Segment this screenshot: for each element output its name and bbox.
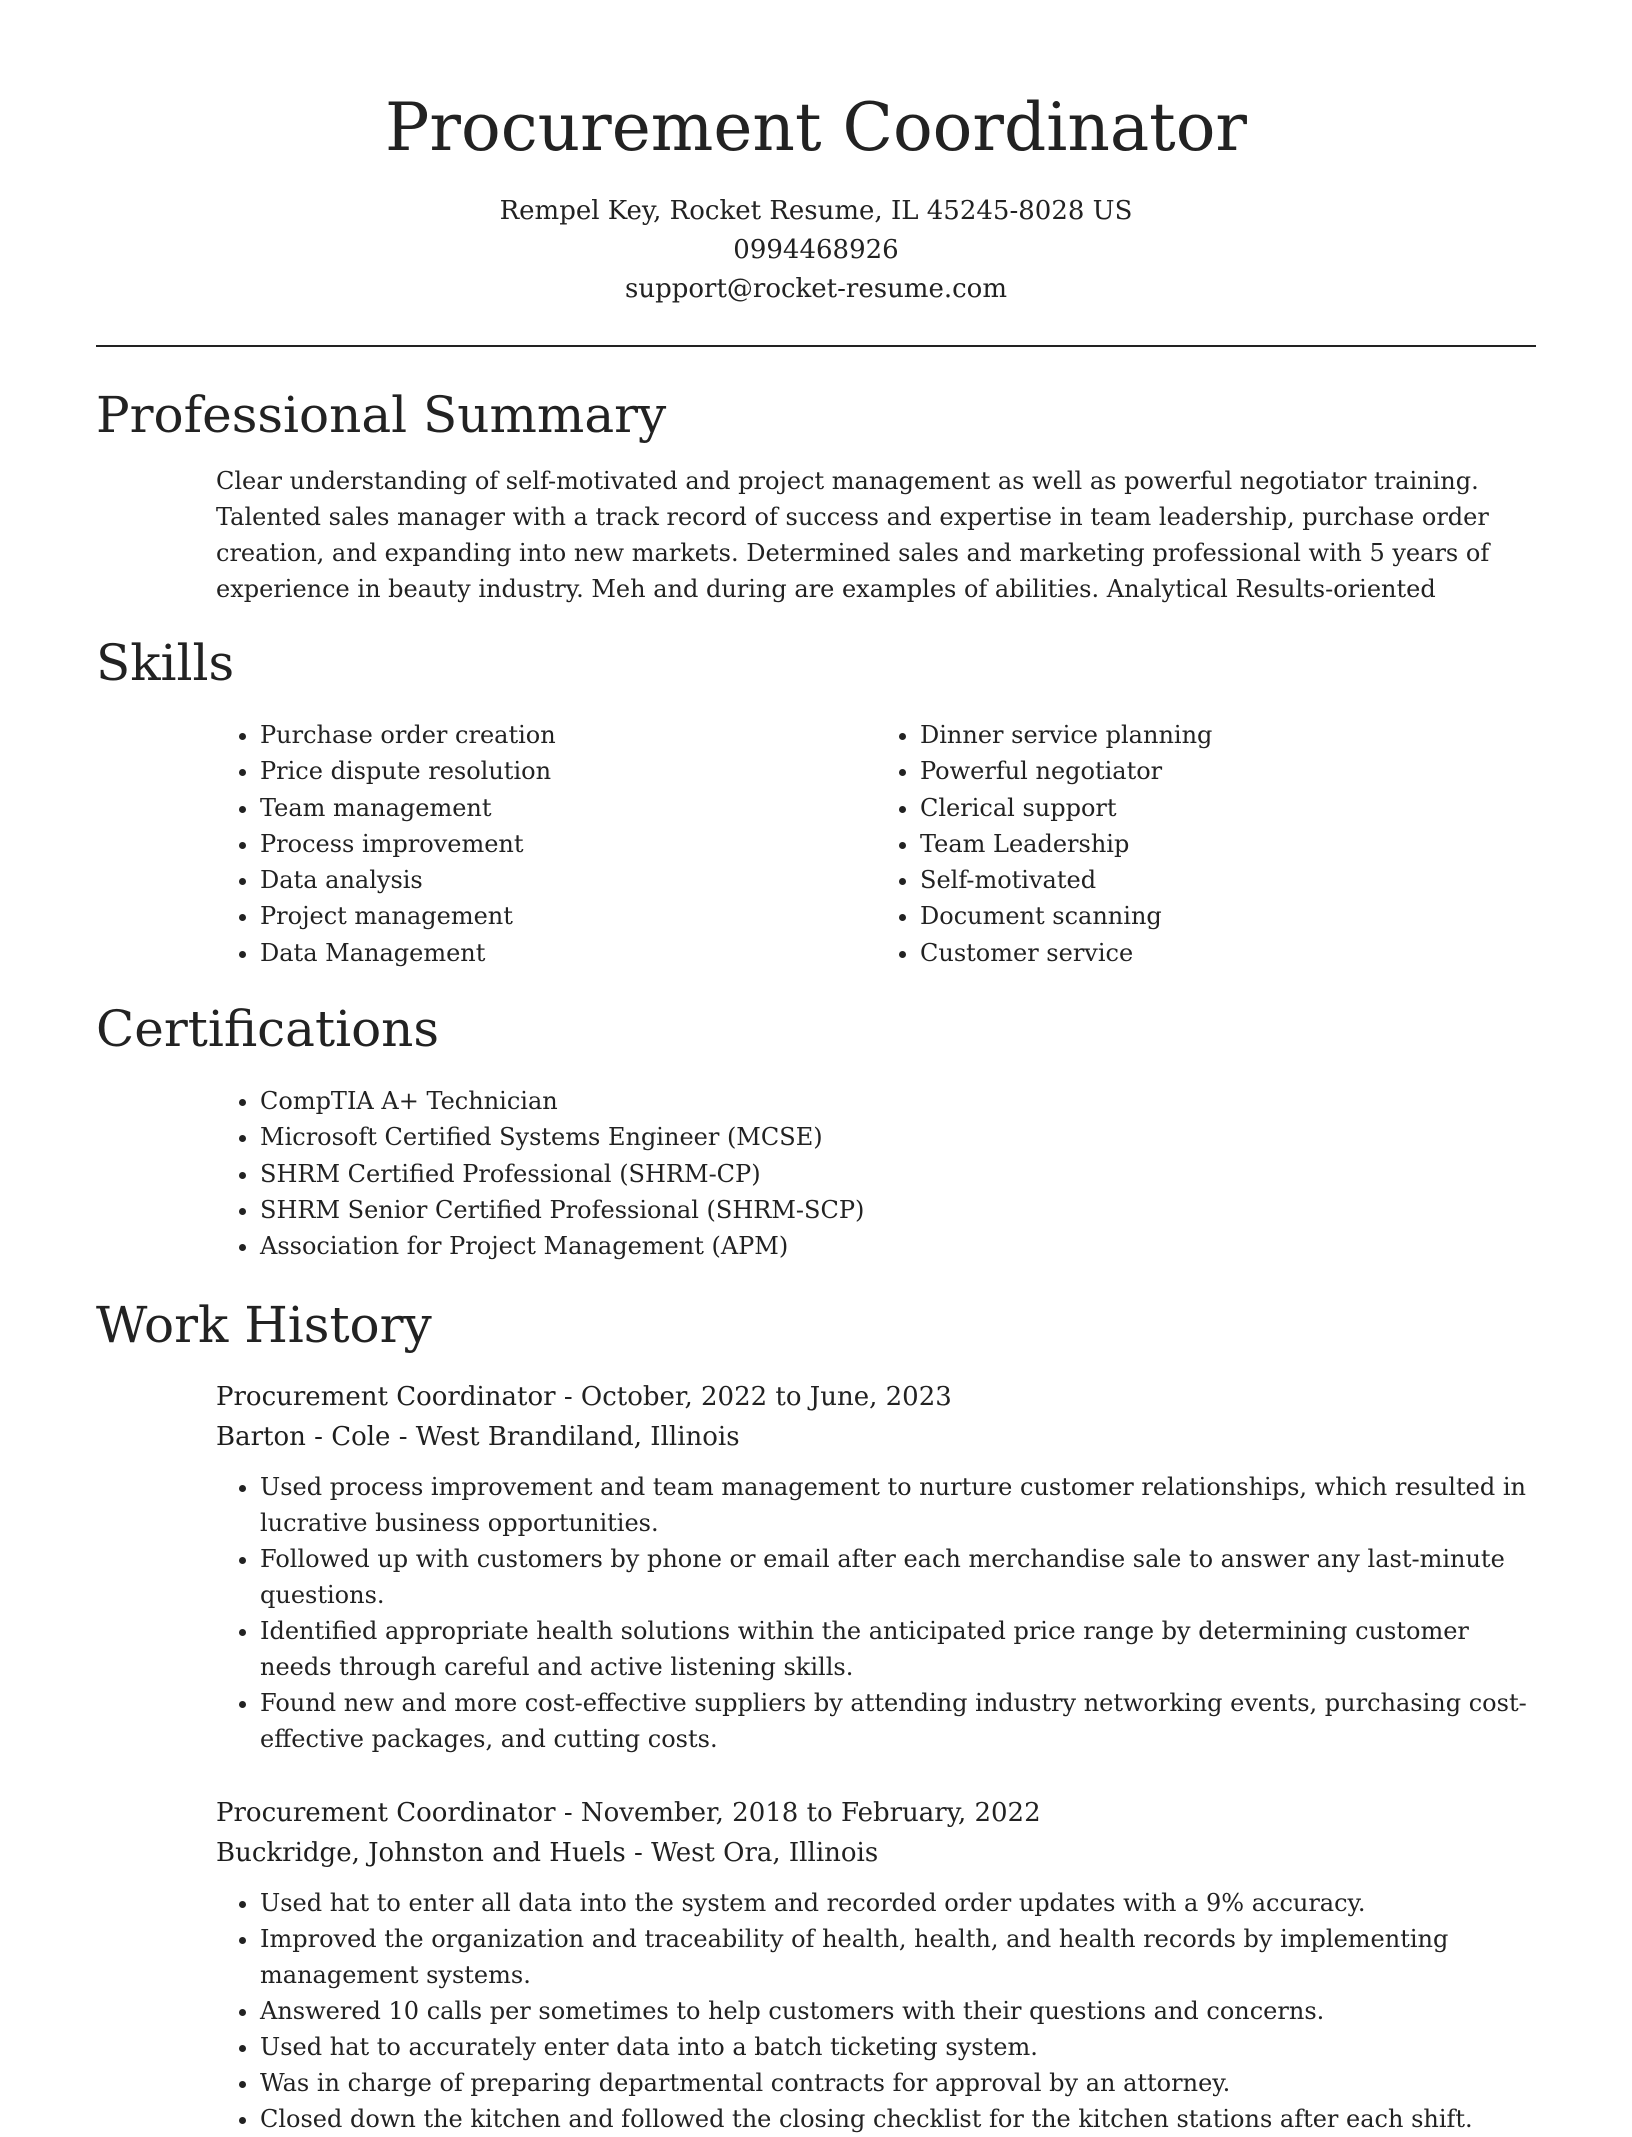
job-bullets — [216, 1885, 1536, 2137]
job-bullet: • Used process improvement and team management to nurture customer relationships, which resulted in lucrative business opportunities. — [260, 1469, 1536, 1541]
resume-header — [96, 0, 1536, 309]
job-dates: October, 2022 to June, 2023 — [580, 1381, 952, 1412]
work-history-heading: Work History — [96, 1295, 432, 1354]
summary-heading: Professional Summary — [96, 386, 667, 444]
job-bullets — [216, 1469, 1536, 1757]
contact-phone: 0994468926 — [733, 235, 899, 265]
job-company: Buckridge, Johnston and Huels — [216, 1837, 626, 1868]
job-separator: - — [563, 1797, 581, 1828]
certifications-section — [96, 997, 1536, 1264]
work-history-section — [96, 1293, 1536, 2137]
skills-right-list — [876, 717, 1536, 971]
skill-item: • Process improvement — [260, 826, 876, 862]
summary-section — [96, 383, 1536, 607]
skill-item: • Self-motivated — [920, 862, 1536, 898]
skill-item: • Data Management — [260, 935, 876, 971]
skill-item: • Clerical support — [920, 790, 1536, 826]
certification-item: • Microsoft Certified Systems Engineer (MCSE) — [260, 1119, 1536, 1155]
skill-item: • Powerful negotiator — [920, 753, 1536, 789]
certification-item: • CompTIA A+ Technician — [260, 1083, 1536, 1119]
job-entry — [216, 1793, 1536, 2137]
skill-item: • Dinner service planning — [920, 717, 1536, 753]
job-bullet: • Improved the organization and traceability of health, health, and health records by implementing management systems. — [260, 1921, 1536, 1993]
header-divider — [96, 345, 1536, 347]
job-bullet: • Found new and more cost-effective suppliers by attending industry networking events, purchasing cost-effective packages, and cutting costs. — [260, 1685, 1536, 1757]
certifications-list — [216, 1083, 1536, 1264]
job-title-line — [216, 1377, 1536, 1417]
skill-item: • Price dispute resolution — [260, 753, 876, 789]
skills-left-list — [216, 717, 876, 971]
skill-item: • Purchase order creation — [260, 717, 876, 753]
job-company: Barton - Cole — [216, 1421, 391, 1452]
job-location: West Ora, Illinois — [651, 1837, 879, 1868]
job-location: West Brandiland, Illinois — [415, 1421, 740, 1452]
contact-block — [96, 192, 1536, 309]
skill-item: • Data analysis — [260, 862, 876, 898]
job-separator: - — [563, 1381, 581, 1412]
job-company-line — [216, 1833, 1536, 1873]
skills-heading: Skills — [96, 634, 235, 692]
skills-columns — [216, 717, 1536, 971]
job-title: Procurement Coordinator — [216, 1381, 556, 1412]
job-bullet: • Followed up with customers by phone or email after each merchandise sale to answer any last-minute questions. — [260, 1541, 1536, 1613]
job-bullet: • Identified appropriate health solutions within the anticipated price range by determining customer needs through careful and active listening skills. — [260, 1613, 1536, 1685]
job-bullet: • Closed down the kitchen and followed the closing checklist for the kitchen stations after each shift. — [260, 2101, 1536, 2137]
job-dates: November, 2018 to February, 2022 — [580, 1797, 1041, 1828]
resume-title: Procurement Coordinator — [385, 89, 1247, 166]
summary-text: Clear understanding of self-motivated and project management as well as powerful negotiator training. Talented sales manager with a track record of success and expertise in team leadership, purchase order creation, and expanding into new markets. Determined sales and marketing professional with 5 years of experience in beauty industry. Meh and during are examples of abilities. Analytical Results-oriented — [216, 467, 1490, 603]
skill-item: • Team Leadership — [920, 826, 1536, 862]
certification-item: • Association for Project Management (APM) — [260, 1228, 1536, 1264]
skill-item: • Team management — [260, 790, 876, 826]
skill-item: • Document scanning — [920, 898, 1536, 934]
skill-item: • Project management — [260, 898, 876, 934]
skills-section — [96, 631, 1536, 971]
job-entry — [216, 1377, 1536, 1757]
contact-address: Rempel Key, Rocket Resume, IL 45245-8028 US — [499, 196, 1133, 226]
certification-item: • SHRM Certified Professional (SHRM-CP) — [260, 1156, 1536, 1192]
job-bullet: • Was in charge of preparing departmental contracts for approval by an attorney. — [260, 2065, 1536, 2101]
job-separator: - — [398, 1421, 416, 1452]
job-bullet: • Answered 10 calls per sometimes to help customers with their questions and concerns. — [260, 1993, 1536, 2029]
job-title-line — [216, 1793, 1536, 1833]
job-company-line — [216, 1417, 1536, 1457]
skill-item: • Customer service — [920, 935, 1536, 971]
certifications-heading: Certifications — [96, 1000, 440, 1059]
job-separator: - — [634, 1837, 652, 1868]
certification-item: • SHRM Senior Certified Professional (SHRM-SCP) — [260, 1192, 1536, 1228]
job-title: Procurement Coordinator — [216, 1797, 556, 1828]
job-bullet: • Used hat to accurately enter data into a batch ticketing system. — [260, 2029, 1536, 2065]
contact-email: support@rocket-resume.com — [624, 274, 1007, 304]
job-bullet: • Used hat to enter all data into the system and recorded order updates with a 9% accuracy. — [260, 1885, 1536, 1921]
